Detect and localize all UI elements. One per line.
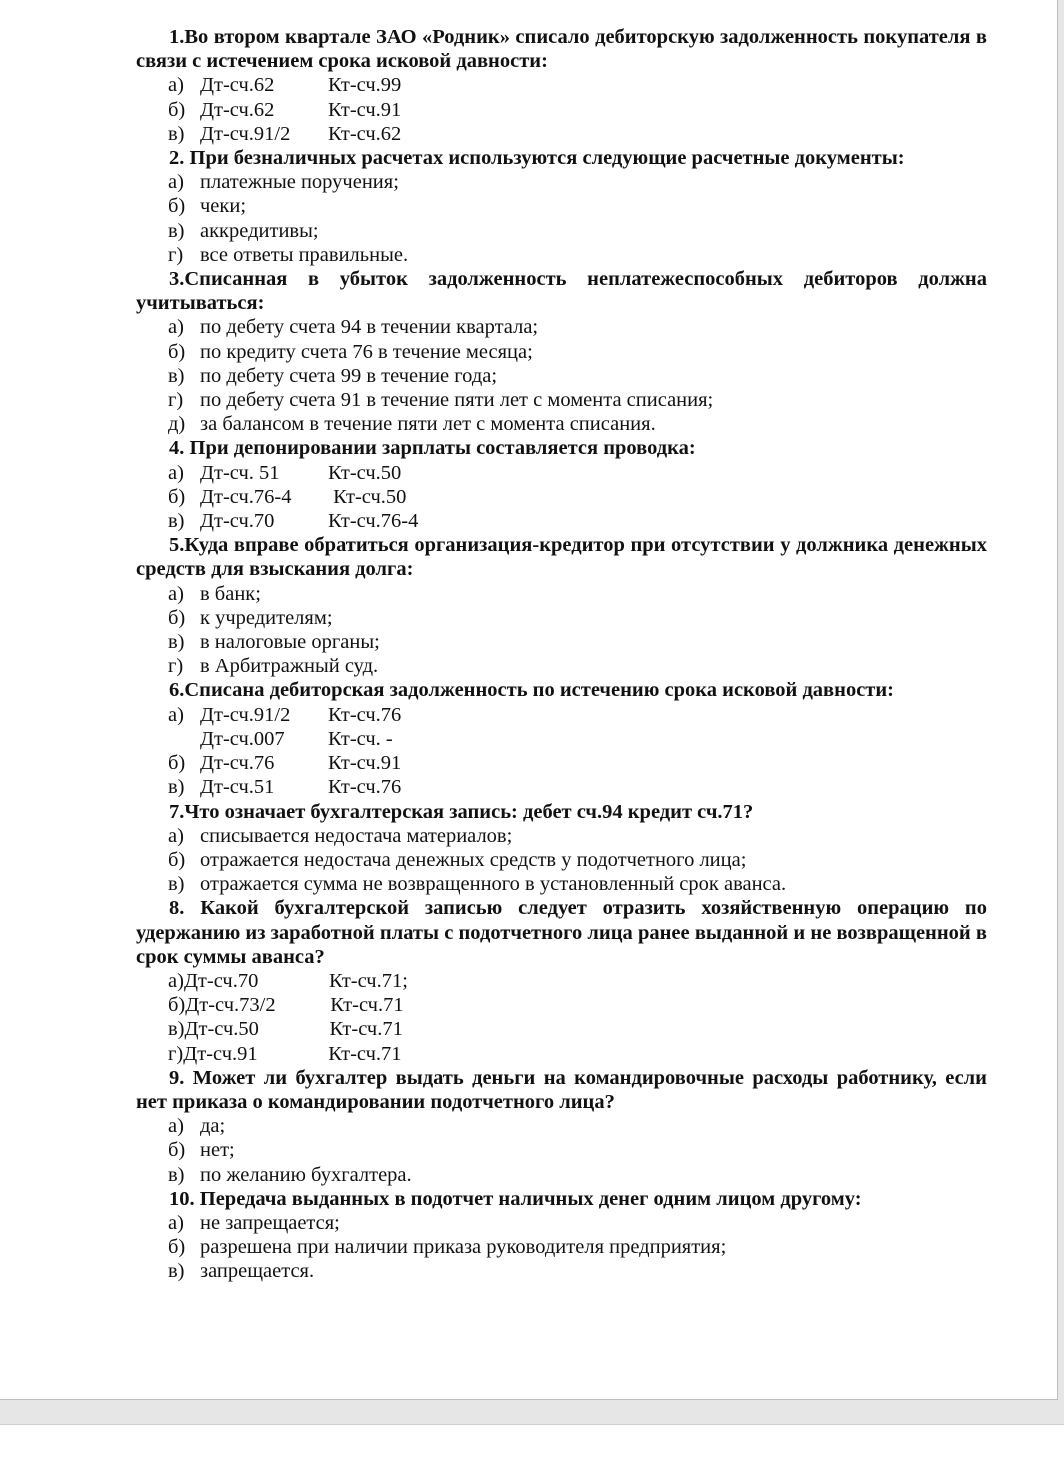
debit-account: Дт-сч.91/2 <box>200 703 291 726</box>
option-letter: а) <box>168 316 184 339</box>
answer-option <box>136 194 987 218</box>
option-text: платежные поручения; <box>200 171 399 194</box>
question-text: 3.Списанная в убыток задолженность неплатежеспособных дебиторов должна учитываться: <box>136 268 987 315</box>
question-text: 6.Списана дебиторская задолженность по истечению срока исковой давности: <box>169 679 894 702</box>
option-letter: а) <box>168 582 184 605</box>
option-text: отражается недостача денежных средств у подотчетного лица; <box>200 848 747 871</box>
answer-option <box>136 630 987 654</box>
answer-option <box>136 1163 987 1187</box>
debit-account: Дт-сч.50 <box>184 1018 259 1041</box>
debit-account: Дт-сч.73/2 <box>185 994 276 1017</box>
credit-account: Кт-сч.76 <box>328 776 402 799</box>
answer-option <box>136 969 987 993</box>
debit-account: Дт-сч.91/2 <box>200 122 291 145</box>
option-letter: а) <box>168 171 184 194</box>
answer-option <box>136 1017 987 1041</box>
question-text: 8. Какой бухгалтерской записью следует отразить хозяйственную операцию по удержанию из заработной платы с подотчетного лица ранее выданной и не возвращенной в срок суммы аванса? <box>136 897 987 968</box>
option-letter: в) <box>168 631 185 654</box>
credit-account: Кт-сч.76 <box>328 703 402 726</box>
option-text: отражается сумма не возвращенного в установленный срок аванса. <box>200 873 787 896</box>
option-text: по кредиту счета 76 в течение месяца; <box>200 340 533 363</box>
question-text: 10. Передача выданных в подотчет наличных денег одним лицом другому: <box>169 1187 862 1210</box>
credit-account: Кт-сч.62 <box>328 122 402 145</box>
option-letter: а) <box>168 461 184 484</box>
debit-account: Дт-сч.007 <box>200 727 285 750</box>
option-letter: д) <box>168 413 186 436</box>
answer-option <box>136 751 987 775</box>
answer-option <box>136 98 987 122</box>
option-text: чеки; <box>200 195 247 218</box>
answer-option <box>136 872 987 896</box>
option-letter: б) <box>168 1139 186 1162</box>
credit-account: Кт-сч.76-4 <box>328 510 419 533</box>
option-letter: г) <box>168 1042 184 1065</box>
question-block <box>136 267 987 436</box>
credit-account: Кт-сч.71 <box>328 1042 402 1065</box>
question-text: 7.Что означает бухгалтерская запись: дебет сч.94 кредит сч.71? <box>169 800 754 823</box>
debit-account: Дт-сч.51 <box>200 776 275 799</box>
debit-account: Дт-сч.76 <box>200 752 275 775</box>
option-letter: г) <box>168 655 184 678</box>
answer-option <box>136 582 987 606</box>
option-letter: б) <box>168 848 186 871</box>
option-text: разрешена при наличии приказа руководителя предприятия; <box>200 1236 727 1259</box>
option-letter: г) <box>168 243 184 266</box>
credit-account: Кт-сч.50 <box>328 461 402 484</box>
question-text: 9. Может ли бухгалтер выдать деньги на командировочные расходы работнику, если нет приказа о командировании подотчетного лица? <box>136 1066 987 1113</box>
answer-option <box>136 73 987 97</box>
option-letter: а) <box>168 703 184 726</box>
debit-account: Дт-сч. 51 <box>200 461 280 484</box>
debit-account: Дт-сч.76-4 <box>200 485 292 508</box>
debit-account: Дт-сч.70 <box>183 969 259 992</box>
option-letter: б) <box>168 1236 186 1259</box>
answer-option <box>136 485 987 509</box>
question-block <box>136 896 987 1065</box>
option-text: аккредитивы; <box>200 219 319 242</box>
question-text: 4. При депонировании зарплаты составляется проводка: <box>169 437 696 460</box>
answer-option <box>136 993 987 1017</box>
test-questions <box>136 25 987 1284</box>
option-letter: а) <box>168 74 184 97</box>
answer-option <box>136 703 987 727</box>
question-block <box>136 25 987 146</box>
option-text: по дебету счета 94 в течении квартала; <box>200 316 539 339</box>
option-letter: б) <box>168 195 186 218</box>
question-block <box>136 146 987 267</box>
option-text: по дебету счета 91 в течение пяти лет с момента списания; <box>200 389 714 412</box>
option-text: в налоговые органы; <box>200 631 380 654</box>
option-letter: в) <box>168 1260 185 1283</box>
question-block <box>136 436 987 533</box>
option-text: запрещается. <box>200 1260 315 1283</box>
option-letter: а) <box>168 1115 184 1138</box>
option-letter: а) <box>168 824 184 847</box>
viewer-bottom-panel <box>0 1424 1064 1459</box>
question-block <box>136 1187 987 1284</box>
option-letter: в) <box>168 873 185 896</box>
answer-option <box>136 824 987 848</box>
answer-option <box>136 340 987 364</box>
option-text: по дебету счета 99 в течение года; <box>200 364 498 387</box>
answer-option <box>136 412 987 436</box>
question-block <box>136 800 987 897</box>
answer-option <box>136 1138 987 1162</box>
option-text: в Арбитражный суд. <box>200 655 379 678</box>
question-block <box>136 533 987 678</box>
option-text: да; <box>200 1115 226 1138</box>
option-letter: в) <box>168 122 185 145</box>
question-text: 2. При безналичных расчетах используются следующие расчетные документы: <box>169 147 905 170</box>
answer-option <box>136 1114 987 1138</box>
option-text: нет; <box>200 1139 235 1162</box>
answer-option <box>136 1259 987 1283</box>
answer-option <box>136 654 987 678</box>
answer-option <box>136 461 987 485</box>
option-text: все ответы правильные. <box>200 243 409 266</box>
option-letter: в) <box>168 364 185 387</box>
option-text: за балансом в течение пяти лет с момента списания. <box>200 413 656 436</box>
answer-option <box>136 315 987 339</box>
credit-account: Кт-сч.71 <box>329 1018 403 1041</box>
answer-option <box>136 1235 987 1259</box>
answer-option <box>136 848 987 872</box>
option-letter: в) <box>168 1163 185 1186</box>
option-letter: б) <box>168 994 186 1017</box>
option-letter: в) <box>168 510 185 533</box>
debit-account: Дт-сч.70 <box>200 510 275 533</box>
answer-option <box>136 388 987 412</box>
option-letter: а) <box>168 969 184 992</box>
answer-option <box>136 1211 987 1235</box>
question-block <box>136 678 987 799</box>
option-text: по желанию бухгалтера. <box>200 1163 412 1186</box>
option-letter: б) <box>168 485 186 508</box>
answer-option <box>136 606 987 630</box>
answer-option <box>136 170 987 194</box>
option-letter: б) <box>168 98 186 121</box>
answer-option <box>136 775 987 799</box>
answer-option <box>136 509 987 533</box>
option-letter: б) <box>168 752 186 775</box>
answer-option <box>136 243 987 267</box>
option-text: не запрещается; <box>200 1211 340 1234</box>
credit-account: Кт-сч.71 <box>330 994 404 1017</box>
question-block <box>136 1066 987 1187</box>
option-letter: б) <box>168 606 186 629</box>
answer-option <box>136 364 987 388</box>
question-text: 1.Во втором квартале ЗАО «Родник» списало дебиторскую задолженность покупателя в связи с истечением срока исковой давности: <box>136 26 987 73</box>
option-letter: г) <box>168 389 184 412</box>
debit-account: Дт-сч.91 <box>183 1042 258 1065</box>
credit-account: Кт-сч.71; <box>328 969 408 992</box>
answer-option <box>136 727 987 751</box>
option-letter: в) <box>168 1018 185 1041</box>
credit-account: Кт-сч.50 <box>328 485 407 508</box>
credit-account: Кт-сч.99 <box>328 74 402 97</box>
debit-account: Дт-сч.62 <box>200 74 275 97</box>
option-letter: в) <box>168 219 185 242</box>
option-letter: б) <box>168 340 186 363</box>
option-text: в банк; <box>200 582 261 605</box>
option-letter: в) <box>168 776 185 799</box>
credit-account: Кт-сч. - <box>328 727 393 750</box>
answer-option <box>136 219 987 243</box>
option-text: списывается недостача материалов; <box>200 824 513 847</box>
answer-option <box>136 1042 987 1066</box>
option-text: к учредителям; <box>200 606 333 629</box>
option-letter <box>168 727 200 751</box>
answer-option <box>136 122 987 146</box>
credit-account: Кт-сч.91 <box>328 98 402 121</box>
debit-account: Дт-сч.62 <box>200 98 275 121</box>
option-letter: а) <box>168 1211 184 1234</box>
credit-account: Кт-сч.91 <box>328 752 402 775</box>
question-text: 5.Куда вправе обратиться организация-кредитор при отсутствии у должника денежных средств для взыскания долга: <box>136 534 987 581</box>
